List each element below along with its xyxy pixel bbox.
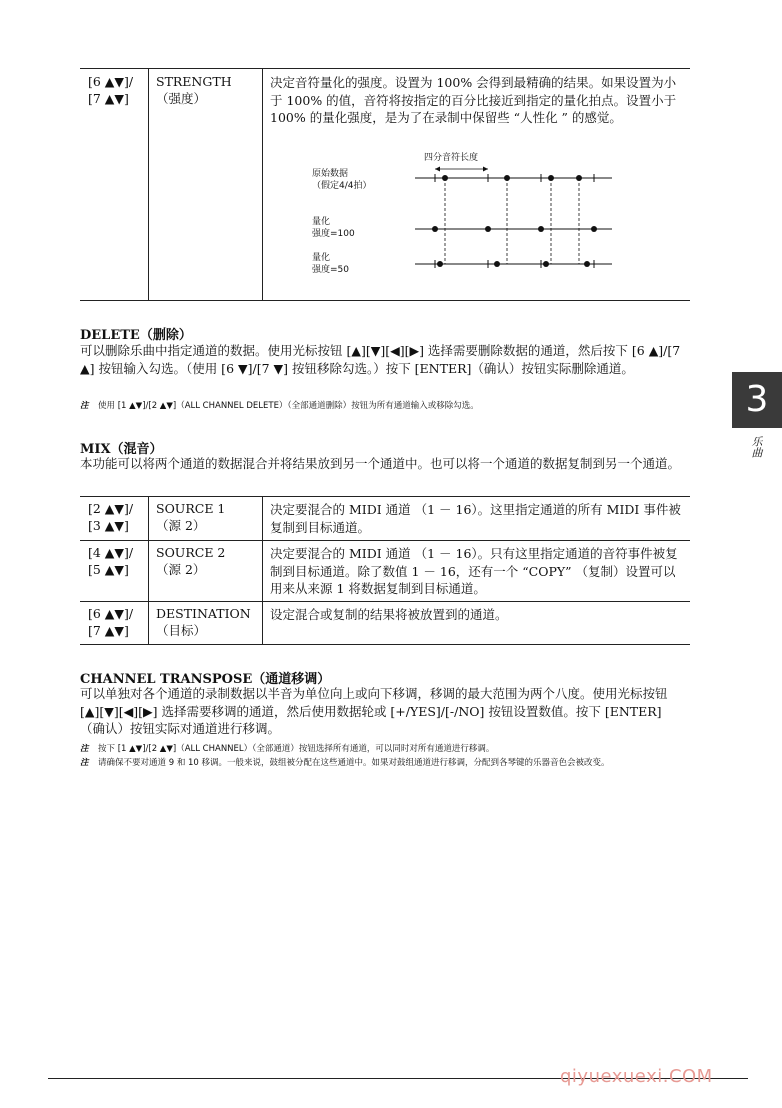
mix-row-buttons: [6 ▲▼]/ [7 ▲▼] <box>88 606 134 638</box>
table-divider <box>262 68 263 300</box>
delete-note <box>80 400 680 412</box>
note-mark: 注 <box>80 744 89 754</box>
quantize-lines <box>400 150 620 280</box>
mix-table-divider <box>262 496 263 644</box>
original-data-label: 原始数据 （假定4/4拍） <box>312 169 372 191</box>
strength-100-label: 量化 强度=100 <box>312 217 355 239</box>
strength-buttons: [6 ▲▼]/ [7 ▲▼] <box>88 74 134 106</box>
table-divider <box>148 68 149 300</box>
table-bottom-rule <box>80 300 690 301</box>
mix-row-desc: 决定要混合的 MIDI 通道 （1 － 16）。这里指定通道的所有 MIDI 事件被复制到目标通道。 <box>270 502 681 535</box>
transpose-body: 可以单独对各个通道的录制数据以半音为单位向上或向下移调，移调的最大范围为两个八度。使用光标按钮 [▲][▼][◀][▶] 选择需要移调的通道，然后使用数据轮或 [+/YES]/[-/NO] 按钮设置数值。按下 [ENTER] （确认）按钮实际对通道进行移调。 <box>80 686 668 736</box>
mix-table-row-rule <box>80 540 690 541</box>
mix-row-desc: 设定混合或复制的结果将被放置到的通道。 <box>270 607 508 622</box>
table-top-rule <box>80 68 690 69</box>
transpose-note-2 <box>80 757 680 769</box>
watermark: qiyuexuexi.COM <box>560 1066 713 1087</box>
delete-body: 可以删除乐曲中指定通道的数据。使用光标按钮 [▲][▼][◀][▶] 选择需要删除数据的通道，然后按下 [6 ▲]/[7 ▲] 按钮输入勾选。（使用 [6 ▼]/[7 ▼] 按钮移除勾选。）按下 [ENTER]（确认）按钮实际删除通道。 <box>80 343 681 376</box>
mix-body: 本功能可以将两个通道的数据混合并将结果放到另一个通道中。也可以将一个通道的数据复制到另一个通道。 <box>80 456 681 471</box>
mix-table-row-rule <box>80 601 690 602</box>
chapter-tab: 3 <box>732 372 782 428</box>
mix-row-param: SOURCE 2 （源 2） <box>156 545 226 577</box>
transpose-note-1-text: 按下 [1 ▲▼]/[2 ▲▼]（ALL CHANNEL）（全部通道）按钮选择所有通道，可以同时对所有通道进行移调。 <box>98 744 495 754</box>
transpose-note-1 <box>80 743 680 755</box>
mix-heading: MIX（混音） <box>80 442 163 457</box>
transpose-heading: CHANNEL TRANSPOSE（通道移调） <box>80 672 331 687</box>
delete-note-text: 使用 [1 ▲▼]/[2 ▲▼]（ALL CHANNEL DELETE）（全部通道删除）按钮为所有通道输入或移除勾选。 <box>98 401 479 411</box>
mix-row-param: SOURCE 1 （源 2） <box>156 501 226 533</box>
mix-table-top-rule <box>80 496 690 497</box>
note-mark: 注 <box>80 401 89 411</box>
transpose-note-2-text: 请确保不要对通道 9 和 10 移调。一般来说，鼓组被分配在这些通道中。如果对鼓组通道进行移调，分配到各琴键的乐器音色会被改变。 <box>98 758 610 768</box>
mix-table-bottom-rule <box>80 644 690 645</box>
strength-50-label: 量化 强度=50 <box>312 253 349 275</box>
quarter-note-label: 四分音符长度 <box>424 153 479 163</box>
chapter-label: 乐曲 <box>750 436 763 458</box>
note-mark: 注 <box>80 758 89 768</box>
mix-row-buttons: [2 ▲▼]/ [3 ▲▼] <box>88 501 134 533</box>
mix-row-desc: 决定要混合的 MIDI 通道 （1 － 16）。只有这里指定通道的音符事件被复制到目标通道。除了数值 1 － 16，还有一个 “COPY” （复制）设置可以用来从来源 1 将数据复制到目标通道。 <box>270 546 678 596</box>
strength-description: 决定音符量化的强度。设置为 100% 会得到最精确的结果。如果设置为小于 100% 的值，音符将按指定的百分比接近到指定的量化拍点。设置小于 100% 的量化强度，是为了在录制中保留些 “人性化 ” 的感觉。 <box>270 75 677 125</box>
mix-row-param: DESTINATION （目标） <box>156 606 251 638</box>
strength-param: STRENGTH （强度） <box>156 74 232 106</box>
delete-heading: DELETE（删除） <box>80 328 192 343</box>
mix-table-divider <box>148 496 149 644</box>
mix-row-buttons: [4 ▲▼]/ [5 ▲▼] <box>88 545 134 577</box>
